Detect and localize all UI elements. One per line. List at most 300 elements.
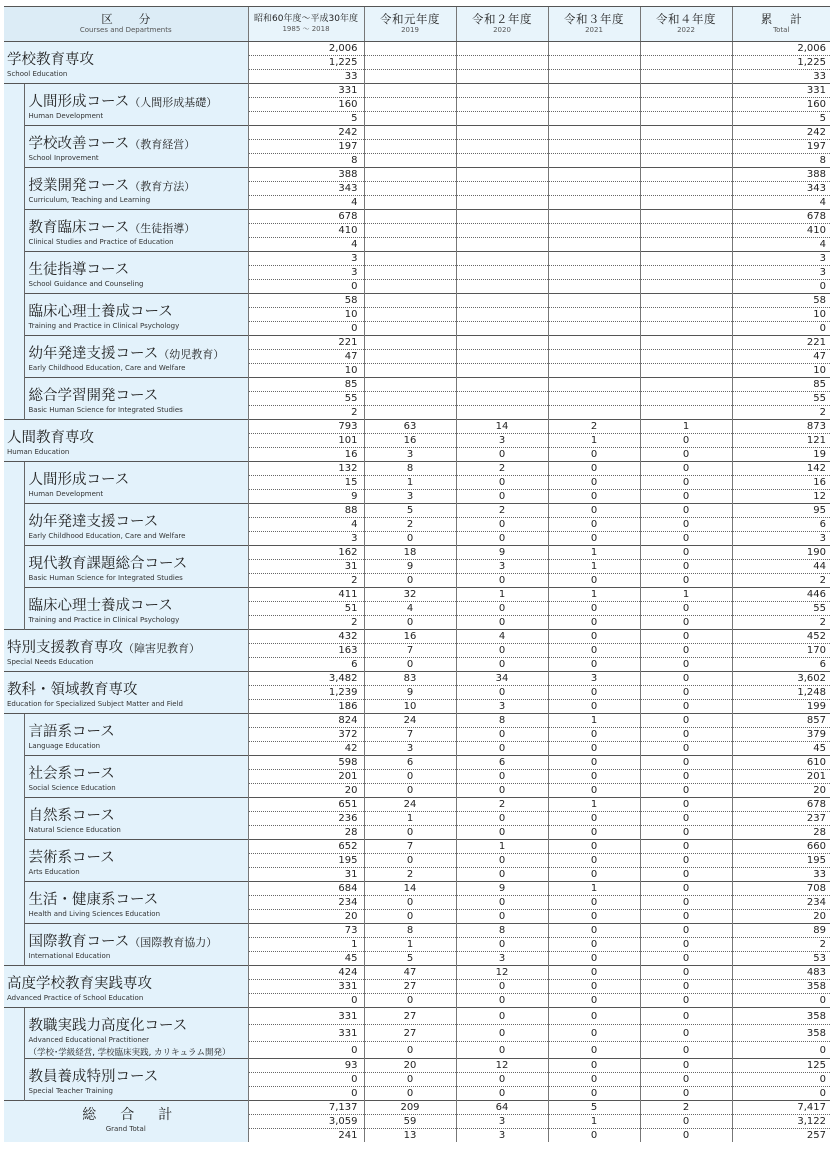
- value-cell: 388: [732, 168, 830, 182]
- value-cell: 0: [548, 1025, 640, 1042]
- label-ja-sub: （障害児教育）: [123, 642, 200, 655]
- value-cell: 0: [456, 616, 548, 630]
- value-cell: 7,137: [248, 1101, 364, 1115]
- value-cell: [456, 196, 548, 210]
- label-ja-main: 教科・領域教育専攻: [7, 682, 138, 698]
- value-cell: [548, 280, 640, 294]
- value-cell: 0: [548, 1129, 640, 1143]
- value-cell: [364, 70, 456, 84]
- value-cell: 45: [344, 953, 358, 964]
- value-cell: 0: [364, 784, 456, 798]
- label-ja-main: 言語系コース: [28, 724, 115, 740]
- value-cell: 651: [248, 798, 364, 812]
- value-cell: [364, 308, 456, 322]
- value-cell: 0: [364, 854, 456, 868]
- course-label: [24, 1008, 248, 1059]
- value-cell: 0: [640, 896, 732, 910]
- header-col-5-en: Total: [773, 25, 790, 34]
- value-cell: [456, 308, 548, 322]
- label-ja-sub: （人間形成基礎）: [129, 96, 218, 109]
- value-cell: [456, 56, 548, 70]
- value-cell: 3: [248, 266, 364, 280]
- label-en: School Guidance and Counseling: [28, 280, 144, 288]
- value-cell: 358: [732, 1008, 830, 1025]
- value-cell: [548, 126, 640, 140]
- value-cell: 197: [732, 140, 830, 154]
- value-cell: 0: [640, 868, 732, 882]
- value-cell: 241: [338, 1130, 358, 1141]
- value-cell: [456, 266, 548, 280]
- value-cell: [548, 294, 640, 308]
- value-cell: 4: [248, 518, 364, 532]
- value-cell: 195: [248, 854, 364, 868]
- department-label: [4, 630, 248, 672]
- value-cell: 5: [548, 1101, 640, 1115]
- value-cell: 0: [640, 952, 732, 966]
- label-en: Human Development: [28, 490, 104, 498]
- value-cell: 1: [548, 434, 640, 448]
- value-cell: 160: [248, 98, 364, 112]
- course-label: [24, 924, 248, 966]
- value-cell: [456, 238, 548, 252]
- value-cell: 0: [364, 910, 456, 924]
- department-label: [4, 966, 248, 1008]
- label-ja-sub: （教育方法）: [129, 180, 196, 193]
- header-col-1-en: 2019: [401, 25, 419, 34]
- value-cell: 209: [364, 1101, 456, 1115]
- value-cell: [640, 280, 732, 294]
- value-cell: 2: [732, 938, 830, 952]
- value-cell: 85: [732, 378, 830, 392]
- label-note: （学校･学級経営, 学校臨床実践, カリキュラム開発）: [28, 1048, 231, 1058]
- label-ja-sub: （生徒指導）: [129, 222, 196, 235]
- value-cell: 3: [456, 1115, 548, 1129]
- value-cell: 201: [732, 770, 830, 784]
- value-cell: 8: [456, 714, 548, 728]
- label-ja: [25, 756, 248, 783]
- label-ja-main: 特別支援教育専攻: [7, 640, 123, 656]
- grand-total-label: [4, 1101, 248, 1143]
- value-cell: [364, 238, 456, 252]
- value-cell: 19: [732, 448, 830, 462]
- value-cell: [640, 154, 732, 168]
- value-cell: [456, 336, 548, 350]
- value-cell: 410: [248, 224, 364, 238]
- value-cell: 64: [456, 1101, 548, 1115]
- value-cell: [548, 154, 640, 168]
- value-cell: [364, 182, 456, 196]
- label-en: Health and Living Sciences Education: [28, 910, 160, 918]
- value-cell: 20: [364, 1059, 456, 1073]
- label-ja: [25, 798, 248, 825]
- value-cell: 88: [248, 504, 364, 518]
- value-cell: 5: [364, 952, 456, 966]
- value-cell: 1: [640, 588, 732, 602]
- value-cell: 432: [248, 630, 364, 644]
- header-col-0-en: 1985 ～ 2018: [282, 24, 330, 33]
- value-cell: 0: [640, 532, 732, 546]
- value-cell: 0: [640, 784, 732, 798]
- value-cell: 0: [640, 812, 732, 826]
- value-cell: [364, 252, 456, 266]
- value-cell: 0: [548, 490, 640, 504]
- value-cell: [548, 196, 640, 210]
- value-cell: 0: [640, 490, 732, 504]
- value-cell: 2: [456, 462, 548, 476]
- value-cell: 0: [548, 994, 640, 1008]
- label-en: Special Teacher Training: [28, 1087, 113, 1095]
- value-cell: 0: [640, 504, 732, 518]
- value-cell: [364, 98, 456, 112]
- value-cell: 3,482: [248, 672, 364, 686]
- value-cell: 9: [364, 686, 456, 700]
- value-cell: 1: [364, 476, 456, 490]
- value-cell: 1: [548, 588, 640, 602]
- value-cell: 1: [548, 882, 640, 896]
- label-ja: [25, 168, 248, 195]
- value-cell: 372: [248, 728, 364, 742]
- value-cell: 873: [732, 420, 830, 434]
- value-cell: 4: [351, 197, 358, 208]
- value-cell: 20: [344, 911, 358, 922]
- value-cell: 331: [248, 1008, 364, 1025]
- label-ja: [4, 1101, 248, 1124]
- value-cell: [548, 322, 640, 336]
- value-cell: [640, 98, 732, 112]
- value-cell: 85: [248, 378, 364, 392]
- value-cell: 55: [732, 602, 830, 616]
- value-cell: 3: [456, 700, 548, 714]
- value-cell: [364, 322, 456, 336]
- value-cell: 0: [456, 812, 548, 826]
- value-cell: [548, 84, 640, 98]
- value-cell: 89: [732, 924, 830, 938]
- value-cell: 0: [548, 742, 640, 756]
- value-cell: 10: [364, 700, 456, 714]
- value-cell: 1: [364, 812, 456, 826]
- value-cell: 1: [640, 420, 732, 434]
- value-cell: 0: [548, 784, 640, 798]
- value-cell: 199: [732, 700, 830, 714]
- value-cell: 0: [640, 1073, 732, 1087]
- value-cell: 678: [248, 210, 364, 224]
- value-cell: 1,225: [248, 56, 364, 70]
- value-cell: 18: [364, 546, 456, 560]
- value-cell: 10: [344, 365, 358, 376]
- indent-spacer: [4, 84, 24, 420]
- value-cell: [456, 126, 548, 140]
- value-cell: 0: [548, 728, 640, 742]
- label-en: School Inprovement: [28, 154, 99, 162]
- value-cell: 163: [248, 644, 364, 658]
- label-ja-main: 授業開発コース: [28, 178, 130, 194]
- value-cell: [456, 154, 548, 168]
- table-row: [4, 378, 830, 392]
- value-cell: [456, 364, 548, 378]
- value-cell: [640, 56, 732, 70]
- value-cell: 3: [248, 252, 364, 266]
- table-row: [4, 966, 830, 980]
- value-cell: 42: [344, 743, 358, 754]
- value-cell: 0: [640, 560, 732, 574]
- value-cell: 0: [640, 714, 732, 728]
- value-cell: 24: [364, 714, 456, 728]
- value-cell: 3,122: [732, 1115, 830, 1129]
- value-cell: [456, 252, 548, 266]
- value-cell: 660: [732, 840, 830, 854]
- value-cell: 44: [732, 560, 830, 574]
- value-cell: 0: [456, 980, 548, 994]
- value-cell: 3: [456, 560, 548, 574]
- value-cell: [364, 266, 456, 280]
- value-cell: 186: [338, 701, 358, 712]
- value-cell: 0: [640, 1087, 732, 1101]
- value-cell: 2: [351, 407, 358, 418]
- value-cell: 0: [640, 910, 732, 924]
- value-cell: 4: [732, 238, 830, 252]
- value-cell: 0: [732, 280, 830, 294]
- value-cell: 0: [548, 812, 640, 826]
- label-en: Basic Human Science for Integrated Studies: [28, 574, 183, 582]
- value-cell: [640, 196, 732, 210]
- value-cell: 0: [640, 434, 732, 448]
- label-ja-main: 臨床心理士養成コース: [28, 598, 173, 614]
- value-cell: 0: [456, 602, 548, 616]
- value-cell: [364, 126, 456, 140]
- value-cell: 58: [248, 294, 364, 308]
- course-label: [24, 168, 248, 210]
- value-cell: 16: [732, 476, 830, 490]
- value-cell: 20: [344, 785, 358, 796]
- value-cell: 93: [248, 1059, 364, 1073]
- label-ja-sub: （国際教育協力）: [129, 936, 218, 949]
- value-cell: [640, 182, 732, 196]
- header-col-4: [640, 7, 732, 42]
- value-cell: 0: [456, 658, 548, 672]
- value-cell: 7: [364, 840, 456, 854]
- header-category-en: Courses and Departments: [79, 25, 172, 34]
- value-cell: [640, 238, 732, 252]
- value-cell: 32: [364, 588, 456, 602]
- indent-spacer: [4, 1008, 24, 1101]
- value-cell: 1: [548, 560, 640, 574]
- value-cell: [548, 392, 640, 406]
- value-cell: 4: [732, 196, 830, 210]
- value-cell: [640, 112, 732, 126]
- label-ja-main: 人間形成コース: [28, 472, 130, 488]
- value-cell: 0: [364, 826, 456, 840]
- value-cell: 684: [248, 882, 364, 896]
- value-cell: 8: [364, 462, 456, 476]
- header-col-2: [456, 7, 548, 42]
- value-cell: 0: [640, 1059, 732, 1073]
- header-col-4-ja: 令和４年度: [656, 12, 716, 27]
- value-cell: [640, 210, 732, 224]
- indent-spacer: [4, 462, 24, 630]
- value-cell: 95: [732, 504, 830, 518]
- table-row: [4, 882, 830, 896]
- value-cell: 13: [364, 1129, 456, 1143]
- label-ja: [25, 210, 248, 237]
- label-en: Advanced Practice of School Education: [7, 994, 144, 1002]
- value-cell: [640, 224, 732, 238]
- value-cell: 331: [732, 84, 830, 98]
- value-cell: 1: [548, 1115, 640, 1129]
- course-label: [24, 882, 248, 924]
- value-cell: 16: [364, 434, 456, 448]
- course-label: [24, 84, 248, 126]
- course-label: [24, 378, 248, 420]
- value-cell: 0: [640, 644, 732, 658]
- value-cell: 331: [248, 84, 364, 98]
- value-cell: 2: [548, 420, 640, 434]
- value-cell: 0: [548, 518, 640, 532]
- value-cell: [640, 350, 732, 364]
- value-cell: 0: [548, 1059, 640, 1073]
- value-cell: 0: [548, 1008, 640, 1025]
- value-cell: [364, 378, 456, 392]
- value-cell: 0: [548, 616, 640, 630]
- value-cell: 0: [456, 686, 548, 700]
- value-cell: 0: [548, 448, 640, 462]
- value-cell: 0: [364, 574, 456, 588]
- value-cell: 0: [364, 1087, 456, 1101]
- label-ja-main: 総合学習開発コース: [28, 388, 159, 404]
- header-col-3-en: 2021: [585, 25, 603, 34]
- department-label: [4, 42, 248, 84]
- value-cell: 0: [456, 868, 548, 882]
- value-cell: 1,225: [732, 56, 830, 70]
- table-row: [4, 924, 830, 938]
- table-row: [4, 420, 830, 434]
- course-label: [24, 210, 248, 252]
- table-row: [4, 1008, 830, 1025]
- value-cell: 0: [351, 323, 358, 334]
- value-cell: 678: [732, 210, 830, 224]
- value-cell: [456, 210, 548, 224]
- label-ja: [4, 420, 248, 447]
- value-cell: 0: [351, 1044, 358, 1056]
- value-cell: 195: [732, 854, 830, 868]
- label-ja-main: 総合計: [82, 1107, 197, 1123]
- value-cell: 0: [548, 602, 640, 616]
- value-cell: 0: [640, 924, 732, 938]
- value-cell: 10: [248, 308, 364, 322]
- value-cell: 8: [364, 924, 456, 938]
- value-cell: 0: [548, 574, 640, 588]
- label-ja-main: 教育臨床コース: [28, 220, 130, 236]
- value-cell: 1: [548, 546, 640, 560]
- value-cell: 0: [364, 658, 456, 672]
- value-cell: 190: [732, 546, 830, 560]
- value-cell: 0: [548, 896, 640, 910]
- value-cell: 0: [456, 938, 548, 952]
- label-ja-main: 芸術系コース: [28, 850, 115, 866]
- value-cell: 0: [548, 770, 640, 784]
- value-cell: 0: [640, 994, 732, 1008]
- value-cell: 0: [732, 322, 830, 336]
- value-cell: 121: [732, 434, 830, 448]
- label-ja: [25, 378, 248, 405]
- value-cell: 0: [548, 1087, 640, 1101]
- value-cell: [456, 168, 548, 182]
- value-cell: 0: [640, 546, 732, 560]
- value-cell: 2,006: [732, 42, 830, 56]
- value-cell: 0: [548, 476, 640, 490]
- value-cell: [640, 70, 732, 84]
- label-ja: [25, 546, 248, 573]
- value-cell: 0: [640, 770, 732, 784]
- label-en: School Education: [7, 70, 68, 78]
- label-ja-main: 学校改善コース: [28, 136, 130, 152]
- value-cell: 0: [640, 938, 732, 952]
- value-cell: 201: [248, 770, 364, 784]
- label-ja: [25, 252, 248, 279]
- value-cell: 388: [248, 168, 364, 182]
- label-ja: [4, 672, 248, 699]
- label-en: Natural Science Education: [28, 826, 121, 834]
- header-col-5: [732, 7, 830, 42]
- value-cell: 708: [732, 882, 830, 896]
- value-cell: 0: [456, 742, 548, 756]
- value-cell: [548, 112, 640, 126]
- value-cell: 31: [344, 869, 358, 880]
- value-cell: 483: [732, 966, 830, 980]
- value-cell: 331: [248, 1025, 364, 1042]
- value-cell: 257: [732, 1129, 830, 1143]
- value-cell: [640, 406, 732, 420]
- value-cell: [548, 210, 640, 224]
- table-row: [4, 252, 830, 266]
- value-cell: [364, 392, 456, 406]
- value-cell: 0: [640, 602, 732, 616]
- value-cell: 652: [248, 840, 364, 854]
- label-ja: [25, 336, 248, 363]
- value-cell: 0: [640, 672, 732, 686]
- value-cell: 8: [456, 924, 548, 938]
- table-row: [4, 672, 830, 686]
- value-cell: [364, 350, 456, 364]
- value-cell: 1: [548, 714, 640, 728]
- value-cell: [364, 336, 456, 350]
- value-cell: 3: [732, 252, 830, 266]
- value-cell: 33: [732, 868, 830, 882]
- value-cell: 2: [364, 868, 456, 882]
- course-label: [24, 294, 248, 336]
- value-cell: [364, 168, 456, 182]
- value-cell: [548, 70, 640, 84]
- value-cell: 0: [456, 910, 548, 924]
- value-cell: [640, 308, 732, 322]
- value-cell: 142: [732, 462, 830, 476]
- course-label: [24, 756, 248, 798]
- label-ja: [4, 966, 248, 993]
- value-cell: 197: [248, 140, 364, 154]
- value-cell: 1: [456, 588, 548, 602]
- value-cell: [548, 378, 640, 392]
- value-cell: 45: [732, 742, 830, 756]
- value-cell: 9: [456, 882, 548, 896]
- course-label: [24, 1059, 248, 1101]
- label-en: Grand Total: [105, 1125, 146, 1133]
- value-cell: 0: [732, 1087, 830, 1101]
- value-cell: 8: [351, 155, 358, 166]
- value-cell: 221: [732, 336, 830, 350]
- value-cell: 331: [248, 980, 364, 994]
- value-cell: 1: [456, 840, 548, 854]
- label-ja-main: 高度学校教育実践専攻: [7, 976, 152, 992]
- value-cell: 0: [640, 518, 732, 532]
